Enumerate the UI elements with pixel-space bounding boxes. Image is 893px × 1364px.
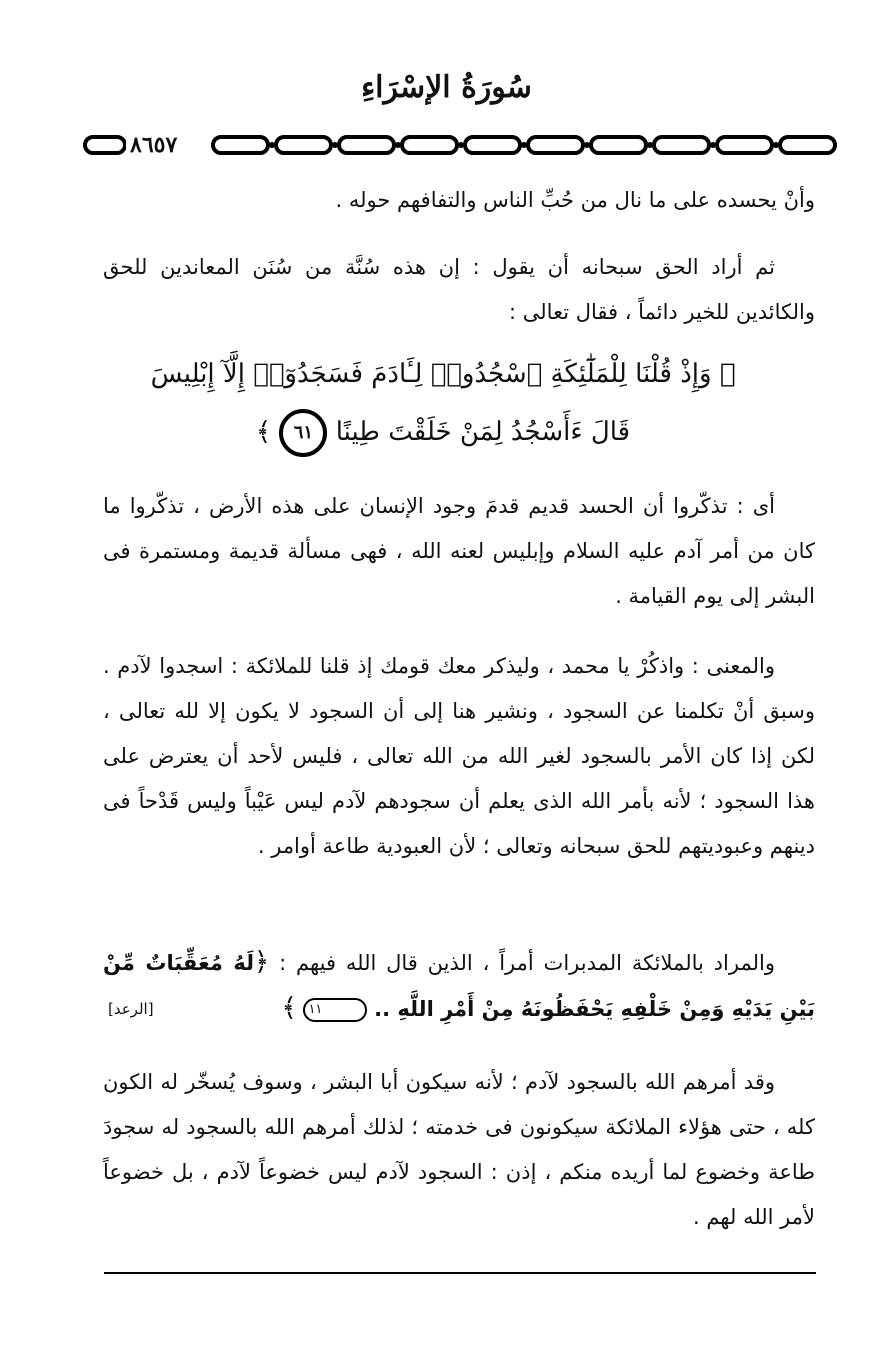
quoted-verse: لَهُ مُعَقِّبَاتٌ مِّنْ بَيْنِ يَدَيْهِ وَمِنْ خَلْفِهِ يَحْفَظُونَهُ مِنْ أَمْرِ اللَّهِ ..: [103, 951, 815, 1021]
verse-text-2: قَالَ ءَأَسْجُدُ لِمَنْ خَلَقْتَ طِينًا: [335, 417, 631, 447]
paragraph-intro: والمراد بالملائكة المدبرات أمراً ، الذين قال الله فيهم :: [279, 951, 775, 975]
quran-verse: [123, 345, 763, 461]
surah-title: سُورَةُ الإسْرَاءِ: [361, 70, 532, 105]
footer-rule: [104, 1272, 816, 1274]
paragraph-4: [103, 644, 815, 869]
paragraph-text: وأنْ يحسده على ما نال من حُبِّ الناس والتفافهم حوله .: [335, 188, 815, 212]
paragraph-2: [103, 245, 815, 335]
surah-reference: [الرعد]: [108, 1000, 154, 1018]
verse-line: [123, 345, 763, 403]
paragraph-text: ثم أراد الحق سبحانه أن يقول : إن هذه سُنَّة من سُنَن المعاندين للحق والكائدين للخير دائماً ، فقال تعالى :: [103, 255, 815, 324]
paragraph-1: [103, 178, 815, 223]
ornamental-border: [80, 130, 845, 160]
page-number: ٨٦٥٧: [126, 132, 181, 158]
verse-open-bracket: ﴿: [719, 359, 736, 389]
verse-line: [123, 403, 763, 461]
quote-close-bracket: ﴾: [281, 993, 297, 1023]
paragraph-6: [103, 1060, 815, 1240]
ayah-number-badge: ٦١: [279, 409, 327, 457]
quote-open-bracket: ﴿: [254, 947, 270, 977]
paragraph-text: أى : تذكّروا أن الحسد قديم قدمَ وجود الإنسان على هذه الأرض ، تذكّروا ما كان من أمر آدم عليه السلام وإبليس لعنه الله ، فهى مسألة قديمة ومستمرة فى البشر إلى يوم القيامة .: [103, 494, 815, 608]
paragraph-5: [103, 940, 815, 1032]
paragraph-text: والمعنى : واذكُرْ يا محمد ، وليذكر معك قومك إذ قلنا للملائكة : اسجدوا لآدم . وسبق أنْ تكلمنا عن السجود ، ونشير هنا إلى أن السجود لا يكون إلا لله تعالى ، لكن إذا كان الأمر بالسجود لغير الله من الله تعالى ، فليس لأحد أن يعترض على هذا السجود ؛ لأنه بأمر الله الذى يعلم أن سجودهم لآدم ليس عَيْباً وليس قَدْحاً فى دينهم وعبوديتهم للحق سبحانه وتعالى ؛ لأن العبودية طاعة أوامر .: [103, 654, 815, 858]
paragraph-text: وقد أمرهم الله بالسجود لآدم ؛ لأنه سيكون أبا البشر ، وسوف يُسخّر له الكون كله ، حتى هؤلاء الملائكة سيكونون فى خدمته ؛ لذلك أمرهم الله بالسجود له سجودَ طاعة وخضوع لما أريده منكم ، إذن : السجود لآدم ليس خضوعاً لآدم ، بل خضوعاً لأمر الله لهم .: [103, 1070, 815, 1229]
verse-text-1: وَإِذْ قُلْنَا لِلْمَلَٰٓئِكَةِ ٱسْجُدُوا۟ لِـَٔادَمَ فَسَجَدُوٓا۟ إِلَّآ إِبْلِيسَ: [150, 359, 712, 389]
paragraph-text: [103, 940, 815, 1032]
paragraph-3: [103, 484, 815, 619]
verse-close-bracket: ﴾: [255, 417, 272, 447]
ayah-number-badge-small: ١١: [303, 998, 367, 1022]
